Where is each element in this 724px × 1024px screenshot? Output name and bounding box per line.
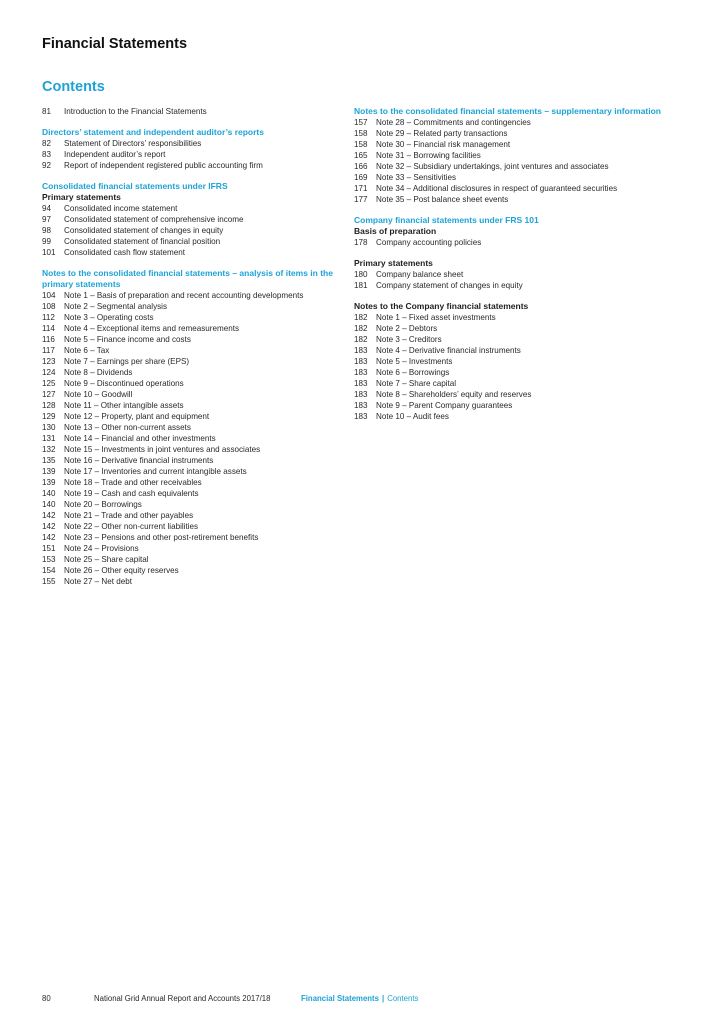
toc-entry-title: Note 33 – Sensitivities — [376, 173, 457, 182]
toc-entry-title: Note 31 – Borrowing facilities — [376, 151, 481, 160]
toc-entry-title: Report of independent registered public accounting firm — [64, 161, 263, 170]
toc-entry-title: Note 6 – Borrowings — [376, 368, 450, 377]
toc-entry[interactable] — [42, 203, 347, 214]
toc-entry-page: 182 — [354, 313, 368, 322]
toc-entry-page: 97 — [42, 215, 52, 224]
toc-entry[interactable] — [354, 172, 694, 183]
toc-entry-page: 169 — [354, 173, 368, 182]
toc-entry[interactable] — [354, 345, 694, 356]
toc-entry[interactable] — [354, 280, 694, 291]
toc-entry[interactable] — [354, 150, 694, 161]
toc-entry[interactable] — [354, 128, 694, 139]
toc-entry-page: 180 — [354, 270, 368, 279]
toc-entry-title: Note 10 – Audit fees — [376, 412, 449, 421]
toc-entry[interactable] — [42, 214, 347, 225]
toc-entry-page: 183 — [354, 390, 368, 399]
toc-entry-page: 140 — [42, 500, 56, 509]
toc-entry-page: 165 — [354, 151, 368, 160]
section-subheading: Notes to the Company financial statements — [354, 301, 529, 311]
toc-entry-title: Note 2 – Debtors — [376, 324, 438, 333]
toc-entry[interactable] — [42, 301, 347, 312]
toc-entry[interactable] — [354, 312, 694, 323]
toc-entry-title: Company accounting policies — [376, 238, 482, 247]
toc-entry-title: Note 21 – Trade and other payables — [64, 511, 194, 520]
toc-entry[interactable] — [42, 367, 347, 378]
toc-entry-page: 183 — [354, 379, 368, 388]
toc-entry-title: Note 15 – Investments in joint ventures and associates — [64, 445, 261, 454]
toc-entry[interactable] — [354, 400, 694, 411]
toc-entry[interactable] — [354, 411, 694, 422]
toc-entry-page: 171 — [354, 184, 368, 193]
toc-entry-title: Note 18 – Trade and other receivables — [64, 478, 202, 487]
toc-section-notes-supp — [354, 106, 694, 205]
toc-entry-page: 154 — [42, 566, 56, 575]
toc-entry[interactable] — [42, 400, 347, 411]
toc-entry[interactable] — [42, 334, 347, 345]
toc-entry[interactable] — [42, 411, 347, 422]
toc-entry[interactable] — [42, 290, 347, 301]
page-header-title: Financial Statements — [42, 36, 188, 52]
section-subheading: Primary statements — [354, 258, 433, 268]
toc-entry[interactable] — [354, 117, 694, 128]
toc-entry-title: Note 9 – Discontinued operations — [64, 379, 184, 388]
toc-entry[interactable] — [42, 433, 347, 444]
toc-entry-title: Note 1 – Basis of preparation and recent accounting developments — [64, 291, 304, 300]
toc-entry-title: Note 34 – Additional disclosures in respect of guaranteed securities — [376, 184, 618, 193]
toc-entry[interactable] — [354, 389, 694, 400]
toc-entry-page: 81 — [42, 107, 52, 116]
toc-entry[interactable] — [42, 356, 347, 367]
toc-entry-page: 104 — [42, 291, 56, 300]
toc-entry[interactable] — [42, 532, 347, 543]
footer-report-title: National Grid Annual Report and Accounts 2017/18 — [94, 994, 271, 1003]
toc-entry-title: Statement of Directors’ responsibilities — [64, 139, 202, 148]
toc-entry-title: Note 19 – Cash and cash equivalents — [64, 489, 199, 498]
toc-entry-title: Consolidated income statement — [64, 204, 178, 213]
section-heading: Company financial statements under FRS 101 — [354, 215, 539, 225]
toc-entry-page: 158 — [354, 140, 368, 149]
toc-entry[interactable] — [42, 466, 347, 477]
toc-entry-page: 183 — [354, 346, 368, 355]
contents-title: Contents — [42, 79, 105, 95]
toc-right-column — [354, 106, 694, 432]
toc-entry[interactable] — [42, 455, 347, 466]
toc-entry-title: Note 22 – Other non-current liabilities — [64, 522, 199, 531]
toc-entry[interactable] — [354, 378, 694, 389]
toc-entry-title: Note 35 – Post balance sheet events — [376, 195, 509, 204]
toc-entry-title: Note 4 – Derivative financial instruments — [376, 346, 521, 355]
toc-entry[interactable] — [42, 521, 347, 532]
toc-section-frs101 — [354, 215, 694, 248]
toc-entry-title: Consolidated statement of comprehensive income — [64, 215, 244, 224]
toc-entry[interactable] — [42, 160, 347, 171]
toc-entry-page: 128 — [42, 401, 56, 410]
toc-entry-page: 182 — [354, 324, 368, 333]
toc-entry-title: Consolidated statement of changes in equity — [64, 226, 224, 235]
footer-contents-link[interactable]: Contents — [387, 994, 419, 1003]
toc-entry-title: Note 32 – Subsidiary undertakings, joint ventures and associates — [376, 162, 609, 171]
toc-entry-title: Note 11 – Other intangible assets — [64, 401, 184, 410]
footer-page-number: 80 — [42, 994, 51, 1003]
toc-entry-page: 123 — [42, 357, 56, 366]
toc-entry-page: 116 — [42, 335, 55, 344]
toc-entry-page: 177 — [354, 195, 368, 204]
toc-entry-title: Note 25 – Share capital — [64, 555, 149, 564]
toc-entry[interactable] — [42, 323, 347, 334]
toc-entry-page: 132 — [42, 445, 56, 454]
toc-entry-title: Note 1 – Fixed asset investments — [376, 313, 496, 322]
toc-entry[interactable] — [42, 565, 347, 576]
toc-entry-title: Note 5 – Finance income and costs — [64, 335, 191, 344]
toc-entry-title: Note 30 – Financial risk management — [376, 140, 511, 149]
toc-entry-page: 94 — [42, 204, 52, 213]
toc-entry[interactable] — [354, 367, 694, 378]
footer-separator: | — [382, 994, 385, 1003]
toc-entry-page: 182 — [354, 335, 368, 344]
toc-entry-title: Note 8 – Shareholders’ equity and reserves — [376, 390, 532, 399]
toc-entry-title: Company balance sheet — [376, 270, 464, 279]
toc-entry-title: Introduction to the Financial Statements — [64, 107, 207, 116]
toc-entry-page: 139 — [42, 467, 56, 476]
toc-section-ifrs — [42, 181, 347, 258]
toc-entry[interactable] — [42, 149, 347, 160]
toc-entry-page: 127 — [42, 390, 56, 399]
toc-entry-title: Note 9 – Parent Company guarantees — [376, 401, 513, 410]
toc-entry[interactable] — [354, 194, 694, 205]
toc-entry-page: 142 — [42, 511, 56, 520]
toc-entry[interactable] — [42, 225, 347, 236]
toc-entry-page: 129 — [42, 412, 56, 421]
toc-entry[interactable] — [42, 543, 347, 554]
toc-entry[interactable] — [42, 378, 347, 389]
toc-entry-page: 108 — [42, 302, 56, 311]
toc-entry-page: 131 — [42, 434, 56, 443]
toc-entry[interactable] — [354, 334, 694, 345]
toc-entry-title: Consolidated statement of financial position — [64, 237, 221, 246]
toc-entry[interactable] — [42, 236, 347, 247]
toc-entry-title: Note 26 – Other equity reserves — [64, 566, 179, 575]
toc-entry-page: 183 — [354, 412, 368, 421]
toc-entry-page: 83 — [42, 150, 52, 159]
toc-section-intro — [42, 106, 347, 117]
toc-section-directors — [42, 127, 347, 171]
toc-entry[interactable] — [354, 237, 694, 248]
toc-entry[interactable] — [42, 554, 347, 565]
toc-entry-title: Note 24 – Provisions — [64, 544, 139, 553]
toc-entry-page: 135 — [42, 456, 56, 465]
toc-entry[interactable] — [42, 510, 347, 521]
toc-entry-page: 99 — [42, 237, 52, 246]
toc-entry-page: 101 — [42, 248, 56, 257]
section-heading: Notes to the consolidated financial statements – analysis of items in the primary statements — [42, 268, 333, 289]
toc-section-company-notes — [354, 301, 694, 422]
toc-entry-title: Independent auditor’s report — [64, 150, 166, 159]
toc-entry-page: 183 — [354, 357, 368, 366]
toc-entry[interactable] — [42, 138, 347, 149]
toc-entry-title: Note 3 – Operating costs — [64, 313, 154, 322]
toc-entry[interactable] — [42, 444, 347, 455]
toc-entry[interactable] — [354, 183, 694, 194]
toc-entry-page: 151 — [42, 544, 56, 553]
toc-entry-title: Note 2 – Segmental analysis — [64, 302, 168, 311]
toc-section-company-primary — [354, 258, 694, 291]
toc-entry-title: Note 7 – Earnings per share (EPS) — [64, 357, 190, 366]
toc-entry[interactable] — [42, 345, 347, 356]
toc-entry-page: 183 — [354, 368, 368, 377]
toc-entry-page: 139 — [42, 478, 56, 487]
toc-entry-page: 158 — [354, 129, 368, 138]
toc-entry-title: Consolidated cash flow statement — [64, 248, 186, 257]
toc-entry-page: 142 — [42, 533, 56, 542]
toc-entry[interactable] — [42, 488, 347, 499]
toc-entry-page: 155 — [42, 577, 56, 586]
toc-entry-title: Company statement of changes in equity — [376, 281, 523, 290]
toc-entry[interactable] — [354, 161, 694, 172]
toc-entry-page: 157 — [354, 118, 368, 127]
section-heading: Notes to the consolidated financial statements – supplementary information — [354, 106, 662, 116]
toc-entry-page: 130 — [42, 423, 56, 432]
toc-entry-page: 82 — [42, 139, 52, 148]
toc-entry-page: 92 — [42, 161, 52, 170]
toc-entry-title: Note 4 – Exceptional items and remeasurements — [64, 324, 240, 333]
toc-entry[interactable] — [42, 247, 347, 258]
toc-entry-page: 112 — [42, 313, 55, 322]
toc-entry-page: 166 — [354, 162, 368, 171]
toc-entry[interactable] — [42, 576, 347, 587]
section-subheading: Primary statements — [42, 192, 121, 202]
toc-entry[interactable] — [42, 477, 347, 488]
toc-entry-title: Note 16 – Derivative financial instruments — [64, 456, 214, 465]
toc-entry-title: Note 10 – Goodwill — [64, 390, 133, 399]
section-subheading: Basis of preparation — [354, 226, 437, 236]
toc-entry-title: Note 5 – Investments — [376, 357, 453, 366]
toc-entry-title: Note 3 – Creditors — [376, 335, 442, 344]
toc-left-column — [42, 106, 347, 597]
toc-entry-page: 125 — [42, 379, 56, 388]
toc-entry-page: 124 — [42, 368, 56, 377]
toc-entry-page: 181 — [354, 281, 368, 290]
toc-entry-page: 114 — [42, 324, 55, 333]
section-heading: Consolidated financial statements under IFRS — [42, 181, 228, 191]
toc-entry-title: Note 13 – Other non-current assets — [64, 423, 191, 432]
toc-entry-title: Note 27 – Net debt — [64, 577, 132, 586]
toc-entry[interactable] — [42, 422, 347, 433]
toc-entry-title: Note 6 – Tax — [64, 346, 110, 355]
toc-entry-page: 140 — [42, 489, 56, 498]
toc-entry[interactable] — [354, 323, 694, 334]
toc-entry-title: Note 20 – Borrowings — [64, 500, 142, 509]
toc-entry[interactable] — [354, 139, 694, 150]
footer-section-nav — [301, 994, 418, 1003]
toc-entry[interactable] — [42, 389, 347, 400]
toc-entry-title: Note 14 – Financial and other investments — [64, 434, 216, 443]
toc-section-notes-primary — [42, 268, 347, 587]
toc-entry[interactable] — [42, 312, 347, 323]
toc-entry-page: 98 — [42, 226, 52, 235]
footer-section-link[interactable]: Financial Statements — [301, 994, 379, 1003]
toc-entry-page: 142 — [42, 522, 56, 531]
toc-entry[interactable] — [42, 499, 347, 510]
toc-entry-page: 117 — [42, 346, 55, 355]
toc-entry-title: Note 7 – Share capital — [376, 379, 457, 388]
toc-entry-title: Note 29 – Related party transactions — [376, 129, 508, 138]
toc-entry-page: 178 — [354, 238, 368, 247]
toc-entry[interactable] — [354, 269, 694, 280]
section-heading: Directors’ statement and independent auditor’s reports — [42, 127, 264, 137]
toc-entry-title: Note 17 – Inventories and current intangible assets — [64, 467, 247, 476]
toc-entry[interactable] — [42, 106, 347, 117]
toc-entry[interactable] — [354, 356, 694, 367]
toc-entry-title: Note 28 – Commitments and contingencies — [376, 118, 531, 127]
toc-entry-title: Note 12 – Property, plant and equipment — [64, 412, 210, 421]
toc-entry-title: Note 8 – Dividends — [64, 368, 133, 377]
toc-entry-title: Note 23 – Pensions and other post-retirement benefits — [64, 533, 259, 542]
toc-entry-page: 183 — [354, 401, 368, 410]
toc-entry-page: 153 — [42, 555, 56, 564]
